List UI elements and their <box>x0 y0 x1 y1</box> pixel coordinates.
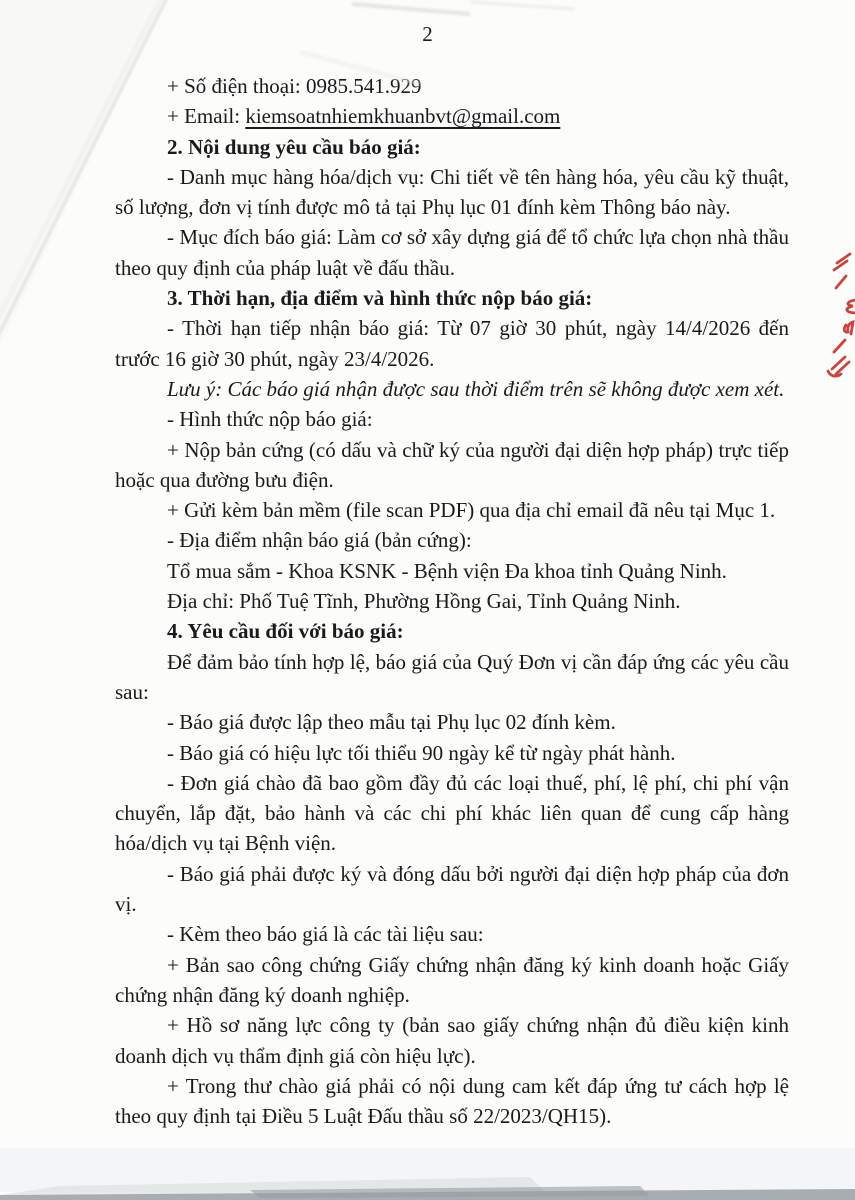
section-4-heading: 4. Yêu cầu đối với báo giá: <box>167 619 404 644</box>
phone-line: + Số điện thoại: 0985.541.929 <box>167 74 422 98</box>
item-quote-validity: - Báo giá có hiệu lực tối thiểu 90 ngày kể từ ngày phát hành. <box>167 740 676 765</box>
section-3-heading: 3. Thời hạn, địa điểm và hình thức nộp báo giá: <box>167 286 593 311</box>
item-price-includes: - Đơn giá chào đã bao gồm đầy đủ các loại thuế, phí, lệ phí, chi phí vận chuyển, lắp đặt, bảo hành và các chi phí khác liên quan để cung cấp hàng hóa/dịch vụ tại Bệnh viện. <box>115 770 789 856</box>
item-signed-sealed: - Báo giá phải được ký và đóng dấu bởi người đại diện hợp pháp của đơn vị. <box>115 861 789 917</box>
line-address: Địa chỉ: Phố Tuệ Tĩnh, Phường Hồng Gai, Tỉnh Quảng Ninh. <box>167 589 681 614</box>
email-address: kiemsoatnhiemkhuanbvt@gmail.com <box>245 104 561 129</box>
email-label: + Email: <box>167 104 246 129</box>
item-eligibility-commitment: + Trong thư chào giá phải có nội dung cam kết đáp ứng tư cách hợp lệ theo quy định tại Điều 5 Luật Đấu thầu số 22/2023/QH15). <box>115 1073 789 1129</box>
red-pen-annotation <box>828 254 855 376</box>
item-business-registration: + Bản sao công chứng Giấy chứng nhận đăng ký kinh doanh hoặc Giấy chứng nhận đăng ký doanh nghiệp. <box>115 952 789 1007</box>
item-capability-profile: + Hồ sơ năng lực công ty (bản sao giấy chứng nhận đủ điều kiện kinh doanh dịch vụ thẩm định giá còn hiệu lực). <box>115 1013 789 1068</box>
note-line: Lưu ý: Các báo giá nhận được sau thời điểm trên sẽ không được xem xét. <box>167 376 785 401</box>
bottom-scan-edge <box>0 1148 855 1200</box>
item-hardcopy-submission: + Nộp bản cứng (có dấu và chữ ký của người đại diện hợp pháp) trực tiếp hoặc qua đường bưu điện. <box>115 437 789 492</box>
email-line <box>115 101 789 131</box>
item-goods-list: - Danh mục hàng hóa/dịch vụ: Chi tiết về tên hàng hóa, yêu cầu kỹ thuật, số lượng, đơn vị tính được mô tả tại Phụ lục 01 đính kèm Thông báo này. <box>115 164 789 220</box>
item-quote-template: - Báo giá được lập theo mẫu tại Phụ lục 02 đính kèm. <box>167 710 616 735</box>
item-attached-documents: - Kèm theo báo giá là các tài liệu sau: <box>167 922 484 947</box>
section-2-heading: 2. Nội dung yêu cầu báo giá: <box>167 134 421 159</box>
item-submission-method: - Hình thức nộp báo giá: <box>167 407 373 432</box>
item-deadline: - Thời hạn tiếp nhận báo giá: Từ 07 giờ 30 phút, ngày 14/4/2026 đến trước 16 giờ 30 phút, ngày 23/4/2026. <box>115 316 789 371</box>
intro-requirements: Để đảm bảo tính hợp lệ, báo giá của Quý Đơn vị cần đáp ứng các yêu cầu sau: <box>115 649 789 704</box>
item-receiving-place: - Địa điểm nhận báo giá (bản cứng): <box>167 528 472 553</box>
page-number: 2 <box>422 22 433 46</box>
line-receiving-unit: Tổ mua sắm - Khoa KSNK - Bệnh viện Đa khoa tỉnh Quảng Ninh. <box>167 558 727 583</box>
item-softcopy-submission: + Gửi kèm bản mềm (file scan PDF) qua địa chỉ email đã nêu tại Mục 1. <box>167 498 776 523</box>
item-quote-purpose: - Mục đích báo giá: Làm cơ sở xây dựng giá để tổ chức lựa chọn nhà thầu theo quy định của pháp luật về đấu thầu. <box>115 225 789 280</box>
document-body <box>115 71 789 1131</box>
